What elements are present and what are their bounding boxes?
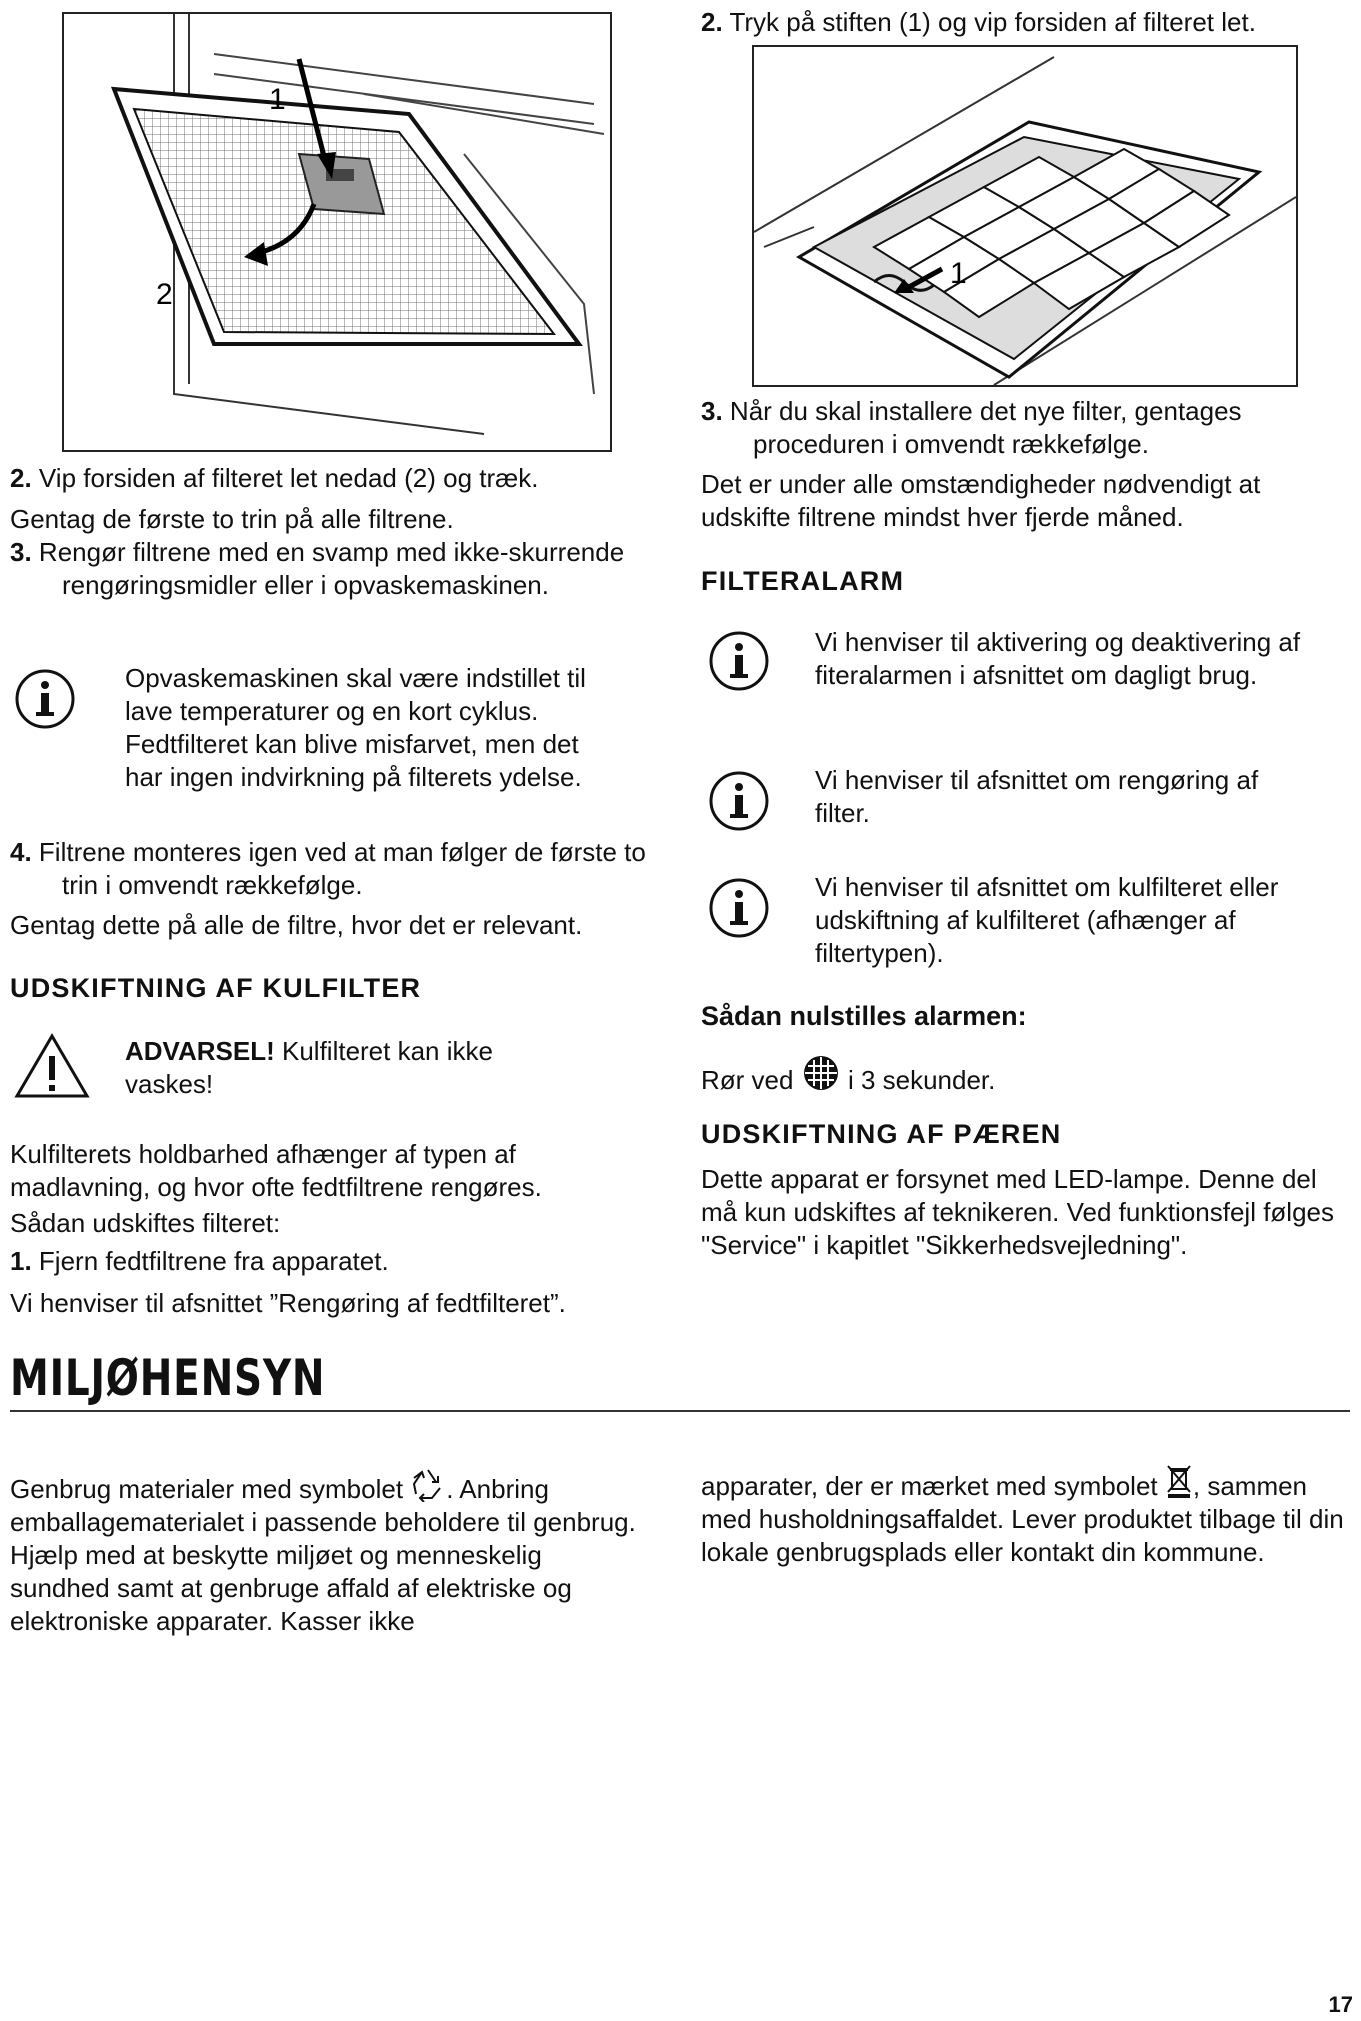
- bulb-text: Dette apparat er forsynet med LED-lampe. Denne del må kun udskiftes af teknikeren. Ved funktionsfejl følges "Service" i kapitlet "Sikkerhedsvejledning".: [701, 1164, 1335, 1260]
- repeat-first-steps: Gentag de første to trin på alle filtrene.: [10, 504, 454, 534]
- dishwasher-info-note: Opvaskemaskinen skal være indstillet til lave temperaturer og en kort cyklus. Fedtfilteret kan blive misfarvet, men det har ingen indvirkning på filterets ydelse.: [125, 663, 586, 792]
- filteralarm-note-2: Vi henviser til afsnittet om rengøring af filter.: [815, 765, 1259, 828]
- carbon-filter-drawing: [754, 47, 1296, 385]
- grease-filter-reference: Vi henviser til afsnittet ”Rengøring af fedtfilteret”.: [10, 1288, 566, 1318]
- info-icon: [14, 668, 76, 730]
- left-step-1: 1. Fjern fedtfiltrene fra apparatet.: [10, 1246, 389, 1276]
- left-step-4: 4. Filtrene monteres igen ved at man følger de første to trin i omvendt rækkefølge.: [10, 837, 646, 900]
- section-heading-carbon-filter: UDSKIFTNING AF KULFILTER: [10, 973, 422, 1003]
- carbon-filter-durability: Kulfilterets holdbarhed afhænger af typen af madlavning, og hvor ofte fedtfiltrene rengøres.: [10, 1139, 542, 1202]
- how-to-replace: Sådan udskiftes filteret:: [10, 1208, 281, 1238]
- figure1-label-1: 1: [269, 83, 286, 116]
- filter-grid-button-icon: [801, 1053, 841, 1093]
- info-icon: [708, 877, 770, 939]
- grease-filter-illustration: [62, 12, 612, 452]
- crossed-bin-icon: [1165, 1463, 1193, 1499]
- reset-alarm-text: Rør ved i 3 sekunder.: [701, 1053, 1321, 1097]
- left-step-2: 2. Vip forsiden af filteret let nedad (2) og træk.: [10, 463, 539, 493]
- filteralarm-note-3: Vi henviser til afsnittet om kulfilteret eller udskiftning af kulfilteret (afhænger af filtertypen).: [815, 872, 1279, 968]
- environment-text-right: apparater, der er mærket med symbolet , sammen med husholdningsaffaldet. Lever produktet tilbage til din lokale genbrugsplads eller kontakt din kommune.: [701, 1463, 1356, 1569]
- page-number: 17: [1328, 1992, 1353, 2017]
- environment-heading: MILJØHENSYN: [10, 1349, 326, 1407]
- bulb-heading: UDSKIFTNING AF PÆREN: [701, 1119, 1062, 1149]
- figure2-label-1: 1: [950, 257, 967, 290]
- repeat-all-filters: Gentag dette på alle de filtre, hvor det er relevant.: [10, 910, 583, 940]
- left-step-3: 3. Rengør filtrene med en svamp med ikke-skurrende rengøringsmidler eller i opvaskemaskinen.: [10, 537, 625, 600]
- info-icon: [708, 630, 770, 692]
- section-divider: [10, 1410, 1350, 1412]
- warning-icon: [14, 1032, 90, 1100]
- filteralarm-heading: FILTERALARM: [701, 566, 905, 596]
- warning-note: ADVARSEL! Kulfilteret kan ikke vaskes!: [125, 1036, 493, 1099]
- recycling-icon: [410, 1466, 446, 1502]
- reset-alarm-heading: Sådan nulstilles alarmen:: [701, 1001, 1027, 1031]
- filteralarm-note-1: Vi henviser til aktivering og deaktivering af fiteralarmen i afsnittet om dagligt brug.: [815, 627, 1301, 690]
- warning-label: ADVARSEL!: [125, 1036, 275, 1066]
- right-step-2: 2. Tryk på stiften (1) og vip forsiden af filteret let.: [701, 7, 1256, 37]
- environment-text-left: Genbrug materialer med symbolet . Anbring emballagematerialet i passende beholdere til genbrug. Hjælp med at beskytte miljøet og menneskelig sundhed samt at genbruge affald af elektriske og elektroniske apparater. Kasser ikke: [10, 1466, 640, 1638]
- replace-interval-note: Det er under alle omstændigheder nødvendigt at udskifte filtrene mindst hver fjerde måned.: [701, 469, 1261, 532]
- grease-filter-drawing: [64, 14, 610, 450]
- info-icon: [708, 770, 770, 832]
- figure1-label-2: 2: [156, 278, 173, 311]
- carbon-filter-illustration: [752, 45, 1298, 387]
- right-step-3: 3. Når du skal installere det nye filter, gentages proceduren i omvendt rækkefølge.: [701, 396, 1242, 459]
